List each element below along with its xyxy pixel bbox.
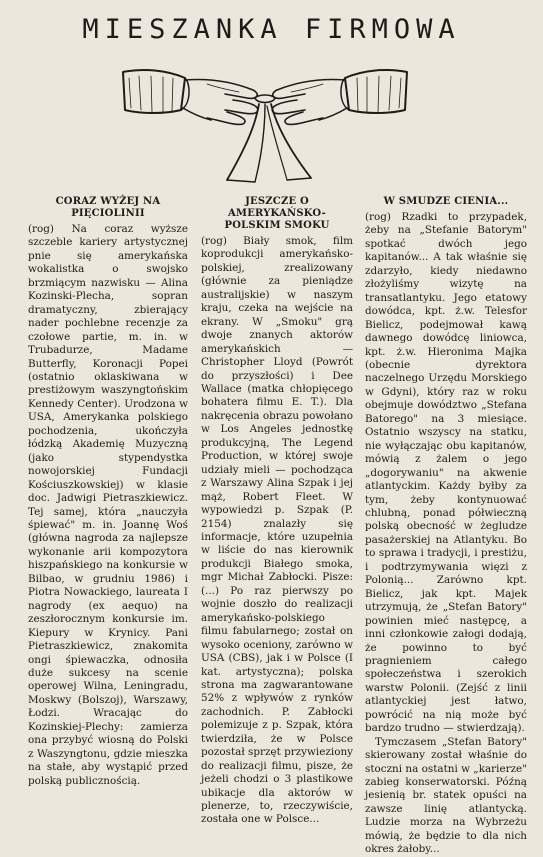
article-column-1: [28, 196, 188, 788]
article-heading: W SMUDZE CIENIA...: [383, 196, 509, 207]
article-paragraph: (rog) Biały smok, film koprodukcji amerykańsko-polskiej, zrealizowany (głównie za pieniądze australijskie) w naszym kraju, czeka na wejście na ekrany. W „Smoku" grą dwoje znanych aktorów amerykańskich — Christopher Lloyd (Powrót do przyszłości) i Dee Wallace (matka chłopięcego bohatera filmu E. T.). Dla nakręcenia obrazu powołano w Los Angeles jednostkę produkcyjną, The Legend Production, w której swoje udziały mieli — pochodząca z Warszawy Alina Szpak i jej mąż, Robert Fleet. W wypowiedzi p. Szpak (P. 2154) znalazły się informacje, które uzupełnia w liście do nas kierownik produkcji Białego smoka, mgr Michał Zabłocki. Pisze: (...) Po raz pierwszy po wojnie doszło do realizacji amerykańsko-polskiego filmu fabularnego; został on wysoko oceniony, zarówno w USA (CBS), jak i w Polsce (I kat. artystyczna); polska strona ma zagwarantowane 52% z wpływów z rynków zachodnich. P. Zabłocki polemizuje z p. Szpak, która twierdziła, że w Polsce pozostał sprzęt przywieziony do realizacji filmu, pisze, że jeżeli chodzi o 3 plastikowe ubikacje dla aktorów w plenerze, to, rzeczywiście, została one w Polsce...: [201, 235, 354, 826]
article-paragraph: (rog) Rzadki to przypadek, żeby na „Stefanie Batorym" spotkać dwóch jego kapitanów... A tak właśnie się zdarzyło, kiedy niedawno złożyliśmy wizytę na transatlantyku. Jego etatowy dowódca, kpt. ż.w. Telesfor Bielicz, podejmował kawą dawnego dowódcę liniowca, kpt. ż.w. Hieronima Majka (obecnie dyrektora naczelnego Urzędu Morskiego w Gdyni), który raz w roku obejmuje dowództwo „Stefana Batorego" na 3 miesiące. Ostatnio wszyscy na statku, nie wyłączając obu kapitanów, mówią z żalem o jego „dogorywaniu" na akwenie atlantyckim. Każdy byłby za tym, żeby kontynuować chlubną, ponad półwieczną polską obecność w żegludze pasażerskiej na Atlantyku. Bo to sprawa i tradycji, i prestiżu, i podtrzymywania więzi z Polonią... Zarówno kpt. Bielicz, jak kpt. Majek utrzymują, że „Stefan Batory" powinien mieć następcę, a inni członkowie załogi dodają, że powinno to być pragnieniem całego społeczeństwa i szerokich warstw Polonii. (Zejść z linii atlantyckiej jest łatwo, powrócić na nią może być bardzo trudno — stwierdzają).: [365, 211, 527, 735]
page-title: MIESZANKA FIRMOWA: [82, 14, 461, 45]
article-paragraph: Tymczasem „Stefan Batory" skierowany został właśnie do stoczni na ostatni w „karierze" zabieg konserwatorski. Późną jesienią br. statek opuści na zawsze linię atlantycką. Ludzie morza na Wybrzeżu mówią, że będzie to dla nich okres żałoby...: [365, 735, 527, 856]
hands-cutting-ribbon-drawing-icon: [115, 48, 415, 188]
article-paragraph: (rog) Na coraz wyższe szczeble kariery artystycznej pnie się amerykańska wokalistka o swojsko brzmiącym nazwisku — Alina Kozinski-Plecha, sopran dramatyczny, zbierający nader pochlebne recenzje za czołowe partie, m. in. w Trubadurze, Madame Butterfly, Koronacji Popei (ostatnio oklaskiwana w prestiżowym waszyngtońskim Kennedy Center). Urodzona w USA, Amerykanka polskiego pochodzenia, ukończyła łódzką Akademię Muzyczną (jako stypendystka nowojorskiej Fundacji Kościuszkowskiej) w klasie doc. Jadwigi Pietraszkiewicz. Tej samej, która „nauczyła śpiewać" m. in. Joannę Woś (główna nagroda za najlepsze wykonanie arii kompozytora hiszpańskiego na konkursie w Bilbao, w grudniu 1986) i Piotra Nowackiego, laureata I nagrody (ex aequo) na zeszłorocznym konkursie im. Kiepury w Krynicy. Pani Pietraszkiewicz, znakomita ongi śpiewaczka, odnosiła duże sukcesy na scenie operowej Wilna, Leningradu, Moskwy (Bolszoj), Warszawy, Łodzi. Wracając do Kozinskiej-Plechy: zamierza ona przybyć wiosną do Polski z Waszyngtonu, gdzie mieszka na stałe, aby wystąpić przed polską publicznością.: [28, 223, 188, 787]
page-header: [0, 0, 543, 195]
article-heading: JESZCZE O AMERYKAŃSKO-POLSKIM SMOKU: [224, 196, 330, 231]
article-column-3: [365, 196, 527, 857]
article-heading: CORAZ WYŻEJ NA PIĘCIOLINII: [55, 196, 161, 219]
article-column-2: [201, 196, 353, 827]
